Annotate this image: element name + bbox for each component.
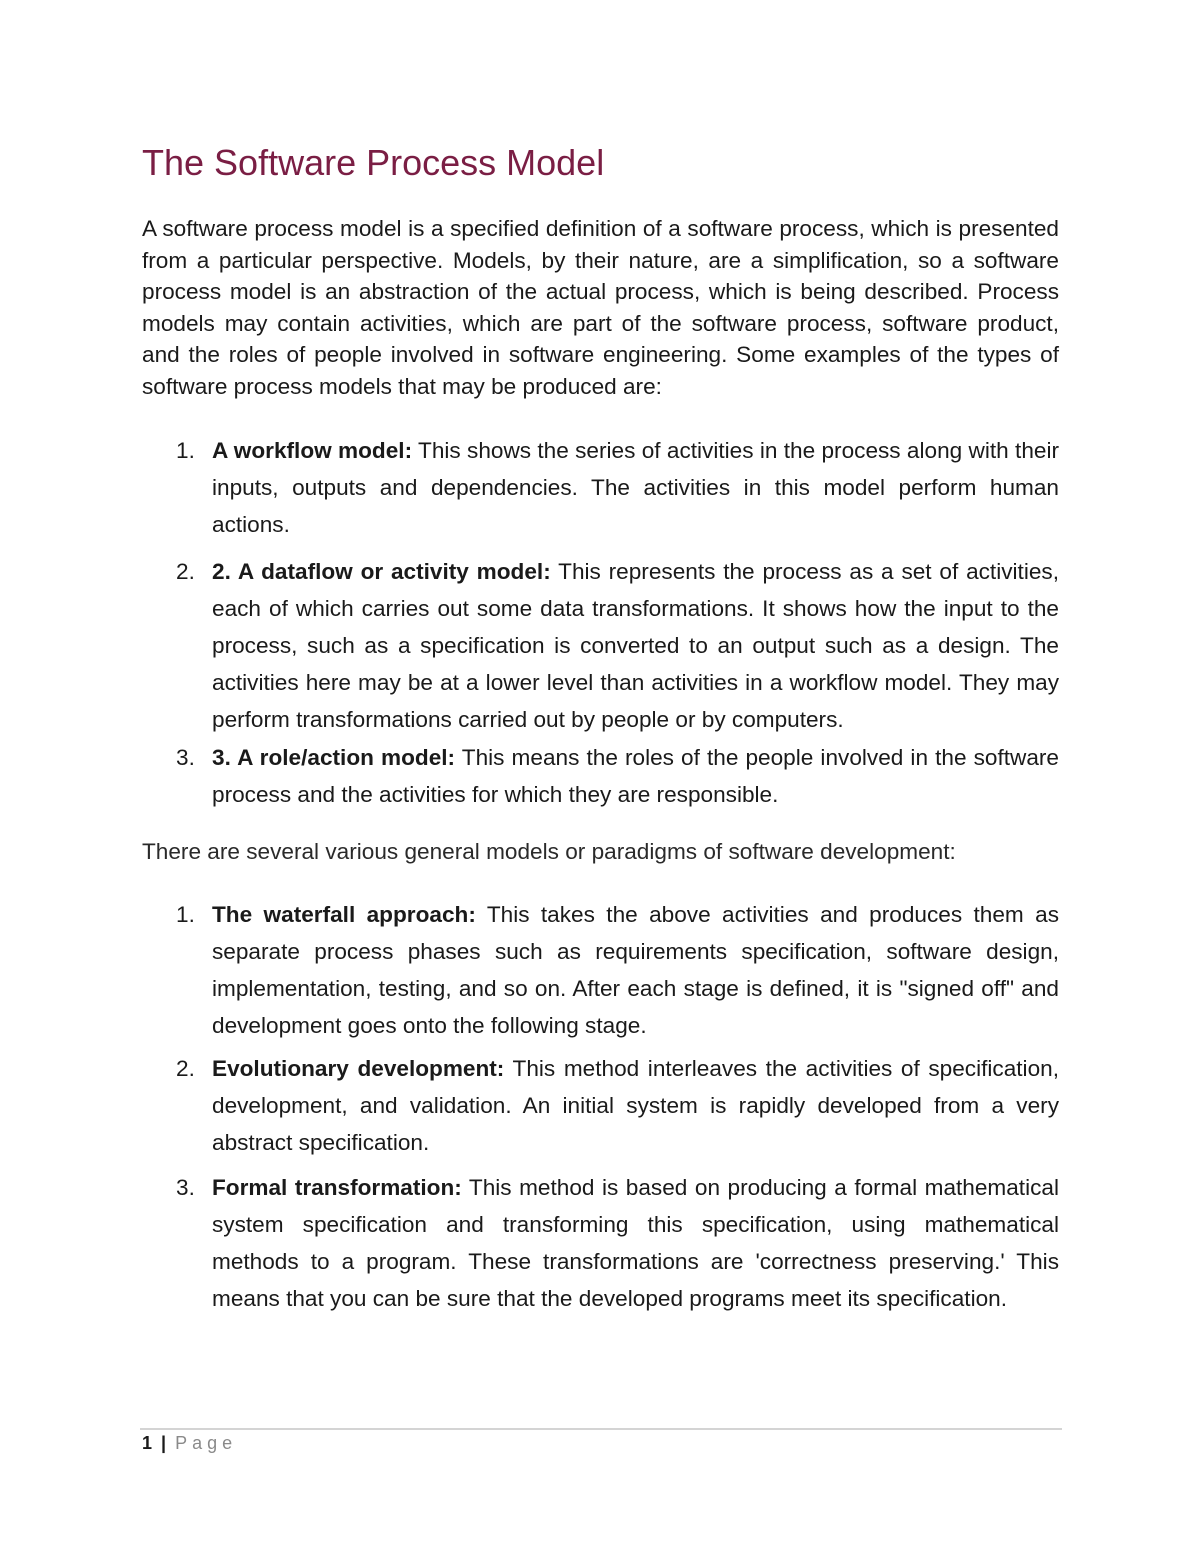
list-item-term: 2. A dataflow or activity model: [212,559,551,584]
list-item-text: This method is based on producing a formal mathematical system specification and transforming this specification, using mathematical methods to a program. These transformations are 'correctness preserving.' This means that you can be sure that the developed programs meet its specification. [212,1175,1059,1311]
footer-page-label: Page [175,1433,238,1453]
list-item-term: The waterfall approach: [212,902,476,927]
list-item-term: Formal transformation: [212,1175,462,1200]
list-number: 3. [176,1175,195,1200]
list-item-text: This shows the series of activities in the process along with their inputs, outputs and dependencies. The activities in this model perform human actions. [212,438,1059,537]
page-footer [142,1433,237,1454]
list-item-term: Evolutionary development: [212,1056,505,1081]
list-item-text: This takes the above activities and produces them as separate process phases such as requirements specification, software design, implementation, testing, and so on. After each stage is defined, it is "signed off" and development goes onto the following stage. [212,902,1060,1038]
list-item [142,896,1059,1044]
list-item-text: This means the roles of the people involved in the software process and the activities for which they are responsible. [212,745,1060,807]
list-item-text: This method interleaves the activities of specification, development, and validation. An initial system is rapidly developed from a very abstract specification. [212,1056,1059,1155]
list-number: 1. [176,902,195,927]
list-number: 2. [176,559,195,584]
list-number: 1. [176,438,195,463]
footer-divider [140,1428,1062,1430]
list-item [142,553,1059,733]
model-types-list [142,432,1059,813]
list-item-term: 3. A role/action model: [212,745,456,770]
list-item-text: This represents the process as a set of activities, each of which carries out some data transformations. It shows how the input to the process, such as a specification is converted to an output such as a design. The activities here may be at a lower level than activities in a workflow model. They may perform transformations carried out by people or by computers. [212,559,1059,732]
list-number: 2. [176,1056,195,1081]
list-number: 3. [176,745,195,770]
list-item-term: A workflow model: [212,438,413,463]
list-item [142,1050,1059,1161]
list-item [142,1169,1059,1317]
page-title: The Software Process Model [142,142,605,183]
footer-page-number: 1 [142,1433,153,1453]
list-item [142,739,1059,813]
paradigms-intro: There are several various general models or paradigms of software development: [142,839,956,864]
paradigms-list [142,896,1059,1317]
footer-separator: | [161,1433,167,1453]
intro-paragraph: A software process model is a specified definition of a software process, which is presented from a particular perspective. Models, by their nature, are a simplification, so a software process model is an abstraction of the actual process, which is being described. Process models may contain activities, which are part of the software process, software product, and the roles of people involved in software engineering. Some examples of the types of software process models that may be produced are: [142,216,1059,399]
list-item [142,432,1059,543]
